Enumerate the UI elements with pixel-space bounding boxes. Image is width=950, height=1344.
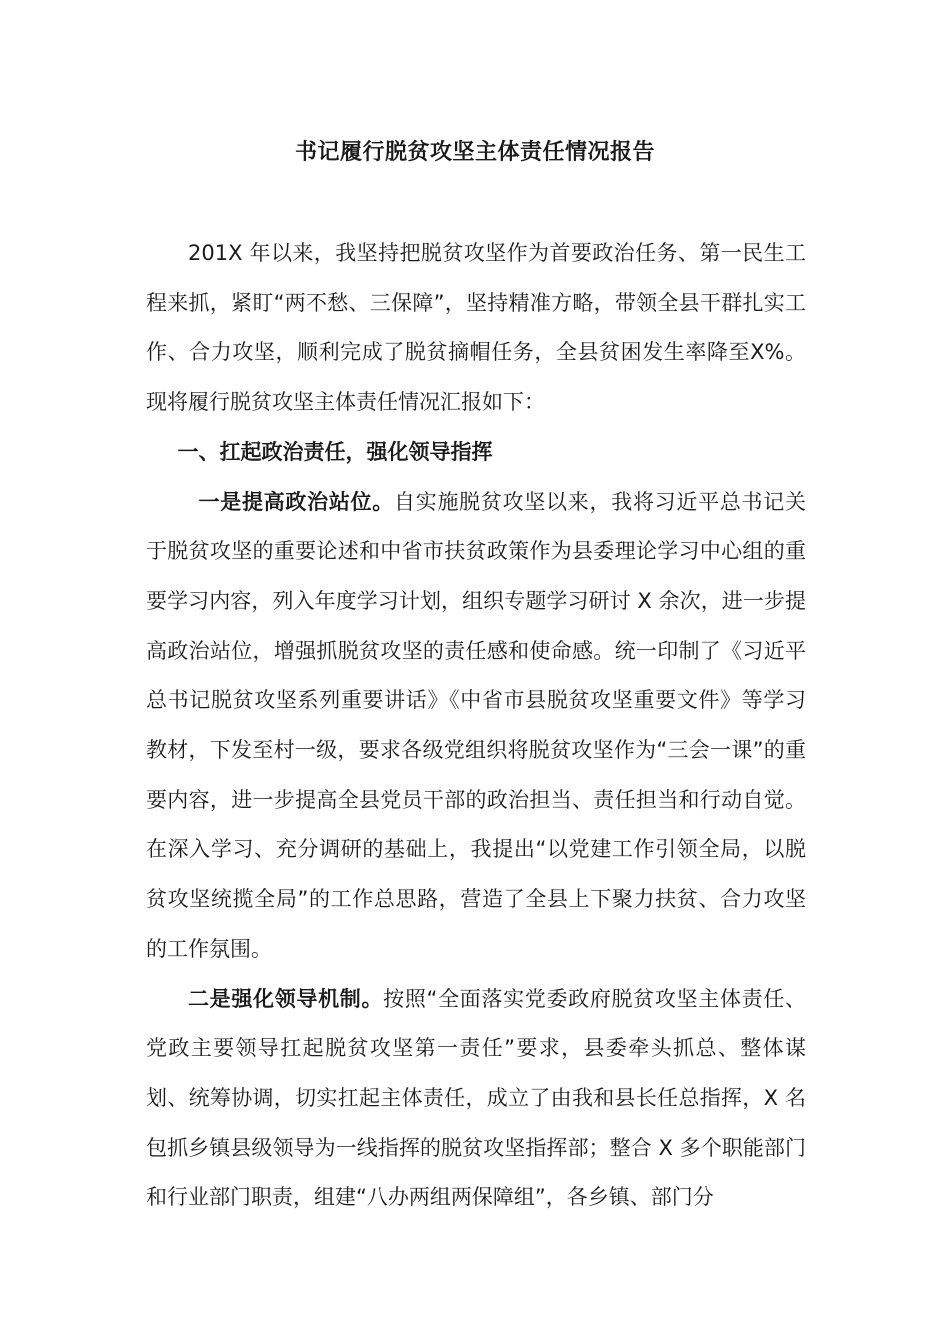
- paragraph-text: 按照“全面落实党委政府脱贫攻坚主体责任、党政主要领导扛起脱贫攻坚第一责任”要求，县委牵头抓总、整体谋划、统筹协调，切实扛起主体责任，成立了由我和县长任总指挥，X 名包抓乡镇县级领导为一线指挥的脱贫攻坚指挥部；整合 X 多个职能部门和行业部门职责，组建“八办两组两保障组”，各乡镇、部门分: [146, 986, 807, 1210]
- paragraph-lead: 二是强化领导机制。: [188, 986, 384, 1011]
- paragraph-text: 自实施脱贫攻坚以来，我将习近平总书记关于脱贫攻坚的重要论述和中省市扶贫政策作为县委理论学习中心组的重要学习内容，列入年度学习计划，组织专题学习研讨 X 余次，进一步提高政治站位，增强抓脱贫攻坚的责任感和使命感。统一印制了《习近平总书记脱贫攻坚系列重要讲话》《中省市县脱贫攻坚重要文件》等学习教材，下发至村一级，要求各级党组织将脱贫攻坚作为“三会一课”的重要内容，进一步提高全县党员干部的政治担当、责任担当和行动自觉。在深入学习、充分调研的基础上，我提出“以党建工作引领全局，以脱贫攻坚统揽全局”的工作总思路，营造了全县上下聚力扶贫、合力攻坚的工作氛围。: [146, 489, 806, 961]
- document-title: 书记履行脱贫攻坚主体责任情况报告: [294, 140, 655, 165]
- document-body: [146, 229, 806, 1223]
- intro-paragraph: 201X 年以来，我坚持把脱贫攻坚作为首要政治任务、第一民生工程来抓，紧盯“两不愁、三保障”，坚持精准方略，带领全县干群扎实工作、合力攻坚，顺利完成了脱贫摘帽任务，全县贫困发生率降至X%。现将履行脱贫攻坚主体责任情况汇报如下：: [146, 241, 806, 415]
- paragraph-leadership-mechanism: [146, 975, 806, 1224]
- paragraph-lead: 一是提高政治站位。: [198, 489, 394, 514]
- section-heading: 一、扛起政治责任，强化领导指挥: [177, 439, 493, 464]
- paragraph-political-stance: [146, 478, 806, 975]
